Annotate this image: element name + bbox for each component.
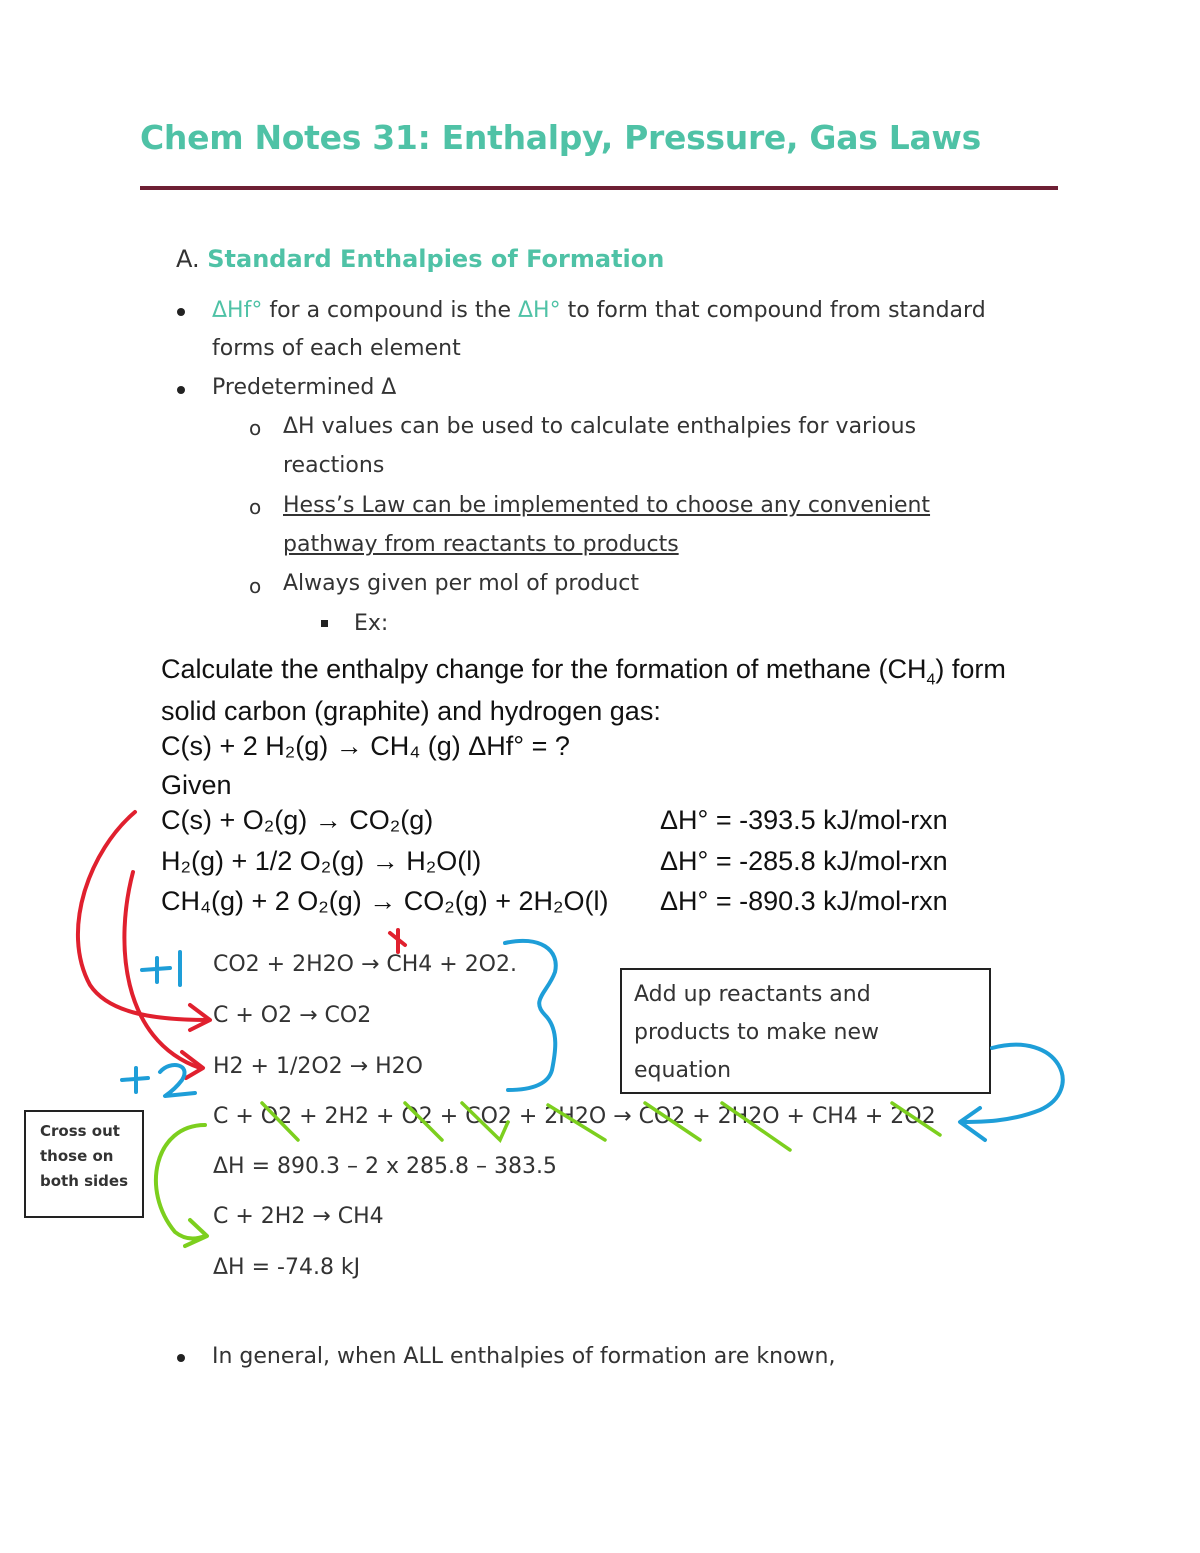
green-strike <box>892 1103 940 1135</box>
sub-bullet-marker: o <box>249 416 262 440</box>
delta-h-symbol: ΔH° <box>518 298 561 323</box>
bullet-definition-line2: forms of each element <box>212 336 461 361</box>
problem-line-2: solid carbon (graphite) and hydrogen gas: <box>161 696 661 726</box>
work-line-carbon: C + O2 → CO2 <box>213 1003 372 1028</box>
green-strike <box>548 1105 605 1140</box>
delta-hf-symbol: ΔHf° <box>212 298 263 323</box>
bullet-text-2: to form that compound from standard <box>567 298 986 323</box>
green-arrow <box>156 1125 205 1239</box>
page-title: Chem Notes 31: Enthalpy, Pressure, Gas Laws <box>140 118 981 157</box>
green-strike <box>405 1103 442 1140</box>
given-enthalpy-1: ΔH° = -393.5 kJ/mol-rxn <box>660 805 948 835</box>
given-equation-2: H₂(g) + 1/2 O₂(g) → H₂O(l) <box>161 846 482 876</box>
blue-brace <box>505 941 556 1090</box>
given-equation-1: C(s) + O₂(g) → CO₂(g) <box>161 805 434 835</box>
sub-bullet-hess-law-line2: pathway from reactants to products <box>283 532 679 557</box>
given-label: Given <box>161 770 232 800</box>
red-arrow-to-carbon-eq <box>78 812 208 1020</box>
example-label: Ex: <box>354 611 389 636</box>
green-cross-outs <box>262 1103 940 1150</box>
subscript: 4 <box>926 671 936 689</box>
note-line: equation <box>634 1058 732 1083</box>
note-line: those on <box>40 1147 114 1165</box>
bullet-dot <box>177 1354 185 1362</box>
work-line-dh-calc: ΔH = 890.3 – 2 x 285.8 – 383.5 <box>213 1154 557 1179</box>
green-strike <box>262 1103 298 1140</box>
sub-bullet-dh-values-line2: reactions <box>283 453 385 478</box>
note-line: both sides <box>40 1172 129 1190</box>
bullet-text: for a compound is the <box>269 298 511 323</box>
section-letter: A. <box>176 245 200 273</box>
note-line: products to make new <box>634 1020 880 1045</box>
bullet-general: In general, when ALL enthalpies of formation are known, <box>212 1344 836 1369</box>
sub-bullet-dh-values: ΔH values can be used to calculate enthalpies for various <box>283 414 917 439</box>
bullet-predetermined: Predetermined Δ <box>212 375 397 400</box>
sub-bullet-marker: o <box>249 574 262 598</box>
target-reaction: C(s) + 2 H₂(g) → CH₄ (g) ΔHf° = ? <box>161 731 570 761</box>
note-line: Add up reactants and <box>634 982 871 1007</box>
sub-bullet-marker: o <box>249 495 262 519</box>
work-line-reversed: CO2 + 2H2O → CH4 + 2O2. <box>213 952 517 977</box>
sub-bullet-hess-law: Hess’s Law can be implemented to choose any convenient <box>283 493 931 518</box>
note-line: Cross out <box>40 1122 120 1140</box>
blue-two-mark <box>160 1065 195 1096</box>
green-arrowhead <box>185 1220 207 1246</box>
blue-plus-mark <box>122 1068 148 1092</box>
work-line-combined: C + O2 + 2H2 + O2 + CO2 + 2H2O → CO2 + 2H2O + CH4 + 2O2 <box>213 1104 936 1129</box>
problem-text: ) form <box>935 654 1006 684</box>
work-line-result-dh: ΔH = -74.8 kJ <box>213 1255 361 1280</box>
blue-arrowhead <box>960 1108 985 1140</box>
given-enthalpy-2: ΔH° = -285.8 kJ/mol-rxn <box>660 846 948 876</box>
blue-plus-mark <box>142 958 170 982</box>
work-line-hydrogen: H2 + 1/2O2 → H2O <box>213 1054 423 1079</box>
sub-bullet-per-mol: Always given per mol of product <box>283 571 640 596</box>
green-strike <box>645 1103 700 1140</box>
work-line-result-eq: C + 2H2 → CH4 <box>213 1204 384 1229</box>
red-plus-mark <box>390 930 405 952</box>
given-enthalpy-3: ΔH° = -890.3 kJ/mol-rxn <box>660 886 948 916</box>
section-label: Standard Enthalpies of Formation <box>207 245 665 273</box>
given-equation-3: CH₄(g) + 2 O₂(g) → CO₂(g) + 2H₂O(l) <box>161 886 609 916</box>
green-strike <box>462 1103 508 1140</box>
green-strike <box>722 1103 790 1150</box>
red-arrowhead <box>190 1005 210 1030</box>
problem-text: Calculate the enthalpy change for the formation of methane (CH <box>161 654 927 684</box>
